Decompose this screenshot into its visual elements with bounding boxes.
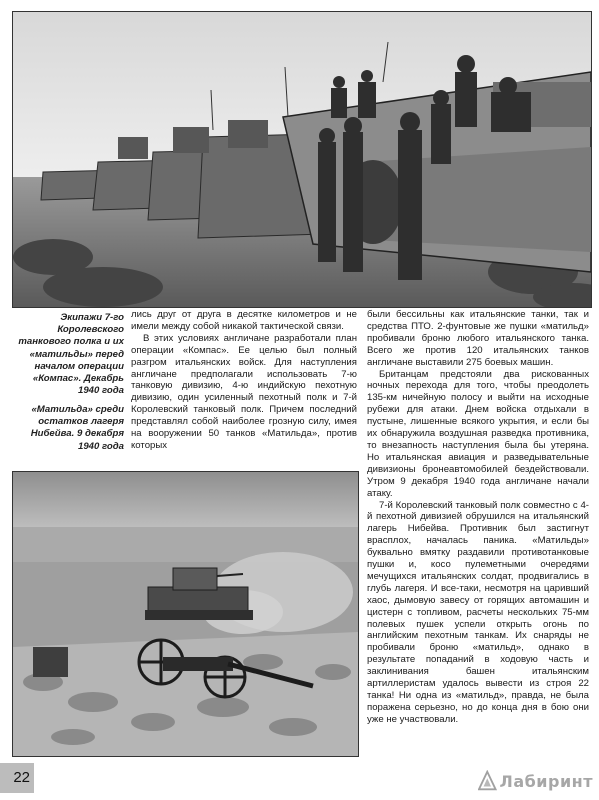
article-paragraph: Британцам предстояли два рискованных ночных перехода для того, чтобы преодолеть 135-км ничейную полосу и выйти на исходные рубежи для атаки. Днем войска отдыхали в пустыне, лишенные всякого укрытия, и если бы их обнаружила воздушная разведка противника, то внезапность наступления была бы утеряна. Но итальянская авиация и разведывательные дивизионы бронеавтомобилей бездействовали. Утром 9 декабря 1940 года англичане начали атаку. <box>367 368 589 499</box>
article-column-right <box>367 309 589 726</box>
article-paragraph: лись друг от друга в десятке километров и не имели между собой никакой тактической связи. <box>131 309 357 332</box>
page-number: 22 <box>0 763 34 793</box>
watermark-text: Лабиринт <box>499 771 593 791</box>
watermark <box>478 768 593 794</box>
article-paragraph: В этих условиях англичане разработали план операции «Компас». Ее целью был полный разгром итальянских войск. Для наступления англичане предполагали использовать 7-ю танковую дивизию, 4-ю индийскую пехотную дивизию, один усиленный пехотный полк и 7-й Королевский танковый полк. Причем последний представлял собой наиболее грозную силу, имея на вооружении 50 танков «Матильда», против которых <box>131 332 357 451</box>
article-column-middle <box>131 309 357 452</box>
photo-tank-crews <box>12 11 592 308</box>
labyrinth-logo-icon <box>478 770 497 792</box>
article-paragraph: были бессильны как итальянские танки, так и средства ПТО. 2-фунтовые же пушки «матильд» пробивали броню любого итальянского танка. Всего же против 120 итальянских танков англичане выставили 275 боевых машин. <box>367 309 589 368</box>
caption-bottom-photo: «Матильда» среди остатков лагеря Нибейва. 9 декабря 1940 года <box>30 404 124 452</box>
article-paragraph: 7-й Королевский танковый полк совместно с 4-й пехотной дивизией обрушился на итальянский лагерь Нибейва. Противник был застигнут врасплох, началась паника. «Матильды» буквально вмятку раздавили противотанковые пушки и, косо пулеметными очередями мечущихся итальянских солдат, продвигались в глубь лагеря. И все-таки, несмотря на царивший хаос, дымовую завесу от горящих автомашин и цистерн с топливом, расчеты нескольких 75-мм полевых пушек успели открыть огонь по английским пехотным танкам. Их снаряды не пробивали броню «матильд», однако в результате попаданий в ходовую часть и заклинивания башен итальянским артиллеристам удалось вывести из строя 22 танка! Ни одна из «матильд», правда, не была поражена серьезно, но до конца дня в бою они уже не участвовали. <box>367 499 589 725</box>
caption-top-photo: Экипажи 7-го Королевского танкового полка и их «матильды» перед началом операции «Компас». Декабрь 1940 года <box>18 312 124 397</box>
photo-matilda-camp <box>12 471 359 757</box>
